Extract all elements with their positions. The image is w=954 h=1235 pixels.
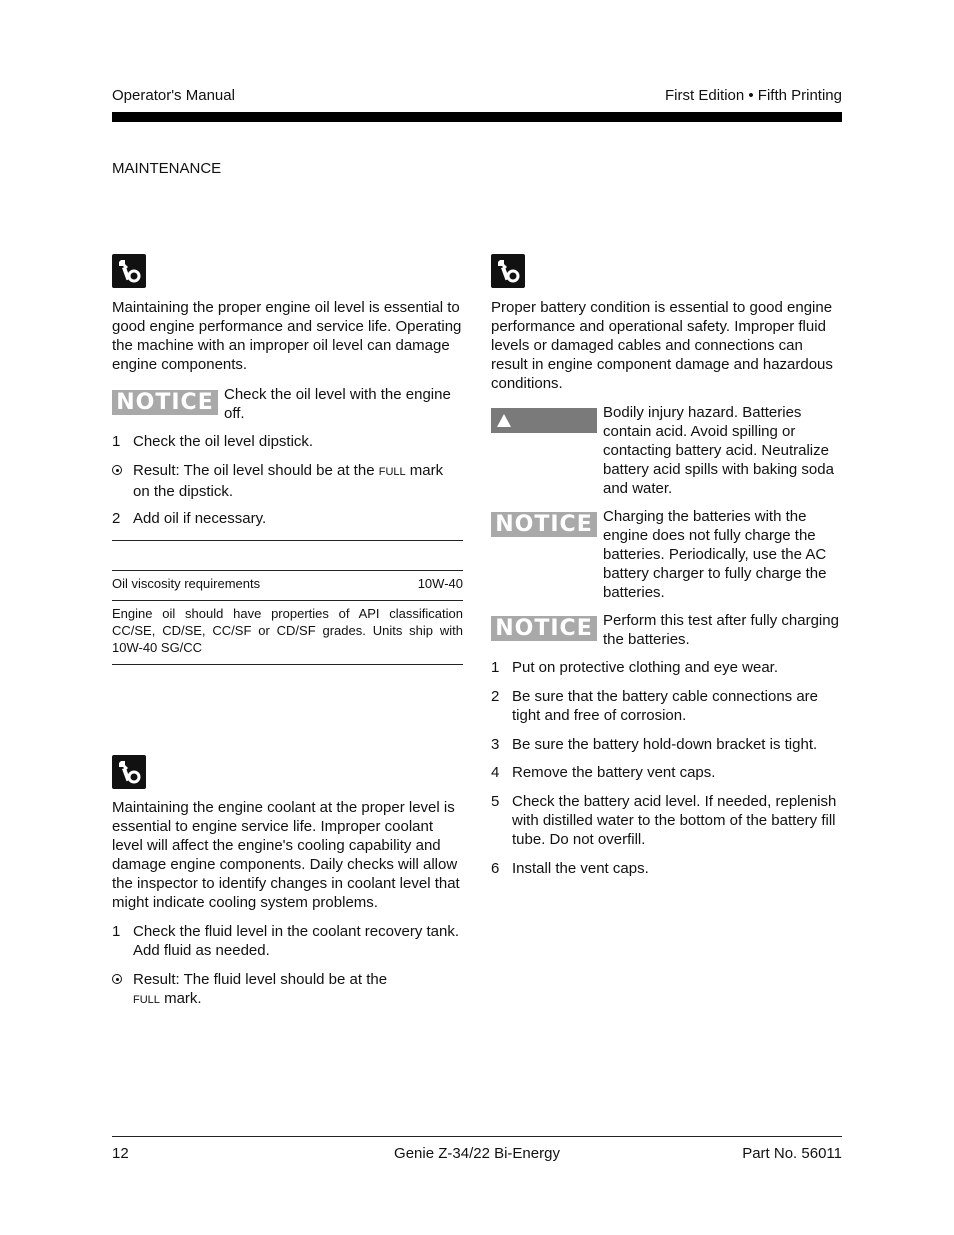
warning-label: WARNING xyxy=(497,434,601,456)
battery-warning xyxy=(491,403,842,498)
step-text: Put on protective clothing and eye wear. xyxy=(512,659,779,676)
oil-section xyxy=(112,254,463,288)
battery-step-4 xyxy=(491,763,842,782)
coolant-step-1 xyxy=(112,922,463,960)
table-rule xyxy=(112,664,463,665)
coolant-result xyxy=(112,970,463,1010)
step-number: 1 xyxy=(112,433,121,450)
warning-text: Bodily injury hazard. Batteries contain acid. Avoid spilling or contacting battery acid. Neutralize battery acid spills with baking soda and water. xyxy=(603,404,834,497)
section-title: MAINTENANCE xyxy=(112,160,222,177)
table-rule xyxy=(112,570,463,571)
step-number: 1 xyxy=(491,659,500,676)
header-left: Operator's Manual xyxy=(112,87,235,104)
oil-notice xyxy=(112,385,463,425)
step-number: 2 xyxy=(491,688,500,705)
oil-step-2 xyxy=(112,509,463,528)
oil-intro: Maintaining the proper engine oil level is essential to good engine performance and service life. Operating the machine with an improper oil level can damage engine components. xyxy=(112,299,462,373)
warning-badge xyxy=(491,408,601,456)
oil-step-1 xyxy=(112,432,463,451)
footer-rule xyxy=(112,1136,842,1137)
coolant-section xyxy=(112,755,463,789)
result-text-b: mark. xyxy=(159,990,202,1007)
notice-badge: NOTICE xyxy=(491,616,597,641)
result-text-a: Result: The fluid level should be at the xyxy=(133,971,388,988)
step-text: Check the oil level dipstick. xyxy=(133,433,314,450)
spec-label: Oil viscosity requirements xyxy=(112,576,261,591)
step-text: Be sure that the battery cable connections are tight and free of corrosion. xyxy=(512,688,819,724)
step-number: 6 xyxy=(491,860,500,877)
battery-step-5 xyxy=(491,792,842,849)
table-rule xyxy=(112,540,463,541)
result-icon xyxy=(112,465,122,475)
battery-notice-2 xyxy=(491,611,842,651)
notice-text: Charging the batteries with the engine does not fully charge the batteries. Periodically, use the AC battery charger to fully charge the batteries. xyxy=(603,508,827,601)
part-number: Part No. 56011 xyxy=(742,1145,842,1162)
result-icon xyxy=(112,974,122,984)
result-text-a: Result: The oil level should be at the xyxy=(133,462,379,479)
result-text-b: mark on the dipstick. xyxy=(133,462,444,500)
notice-text: Perform this test after fully charging the batteries. xyxy=(603,612,839,648)
step-text: Check the battery acid level. If needed, replenish with distilled water to the bottom of the battery fill tube. Do not overfill. xyxy=(512,793,837,848)
battery-step-6 xyxy=(491,859,842,878)
step-text: Install the vent caps. xyxy=(512,860,649,877)
battery-notice-1 xyxy=(491,507,842,602)
step-number: 1 xyxy=(112,923,121,940)
step-number: 2 xyxy=(112,510,121,527)
battery-step-2 xyxy=(491,687,842,725)
battery-step-3 xyxy=(491,735,842,754)
battery-intro: Proper battery condition is essential to good engine performance and operational safety. Improper fluid levels or damaged cables and connections can result in engine component damage and hazardous conditions. xyxy=(491,299,833,392)
step-number: 4 xyxy=(491,764,500,781)
header-right: First Edition • Fifth Printing xyxy=(665,87,842,104)
footer-title: Genie Z-34/22 Bi-Energy xyxy=(394,1145,560,1162)
step-number: 3 xyxy=(491,736,500,753)
header-rule xyxy=(112,112,842,122)
full-mark-label: FULL xyxy=(133,994,160,1006)
notice-text: Check the oil level with the engine off. xyxy=(224,386,451,422)
step-number: 5 xyxy=(491,793,500,810)
spec-note: Engine oil should have properties of API classification CC/SE, CD/SE, CC/SF or CD/SF grades. Units ship with 10W-40 SG/CC xyxy=(112,606,463,655)
step-text: Be sure the battery hold-down bracket is tight. xyxy=(512,736,818,753)
table-rule xyxy=(112,600,463,601)
tool-icon xyxy=(491,254,525,288)
battery-section xyxy=(491,254,842,288)
warning-triangle-icon xyxy=(497,414,511,427)
oil-spec-table xyxy=(112,540,463,665)
step-text: Check the fluid level in the coolant recovery tank. Add fluid as needed. xyxy=(133,923,460,959)
step-text: Add oil if necessary. xyxy=(133,510,267,527)
full-mark-label: FULL xyxy=(378,466,406,478)
battery-step-1 xyxy=(491,658,842,677)
coolant-intro: Maintaining the engine coolant at the proper level is essential to engine service life. Improper coolant level will affect the engine's cooling capability and damage engine components. Daily checks will allow the inspector to identify changes in coolant level that might indicate cooling system problems. xyxy=(112,799,460,911)
notice-badge: NOTICE xyxy=(491,512,597,537)
notice-badge: NOTICE xyxy=(112,390,218,415)
oil-result xyxy=(112,461,463,501)
spec-value: 10W-40 xyxy=(417,576,463,591)
tool-icon xyxy=(112,755,146,789)
step-text: Remove the battery vent caps. xyxy=(512,764,716,781)
page-number: 12 xyxy=(112,1145,129,1162)
tool-icon xyxy=(112,254,146,288)
